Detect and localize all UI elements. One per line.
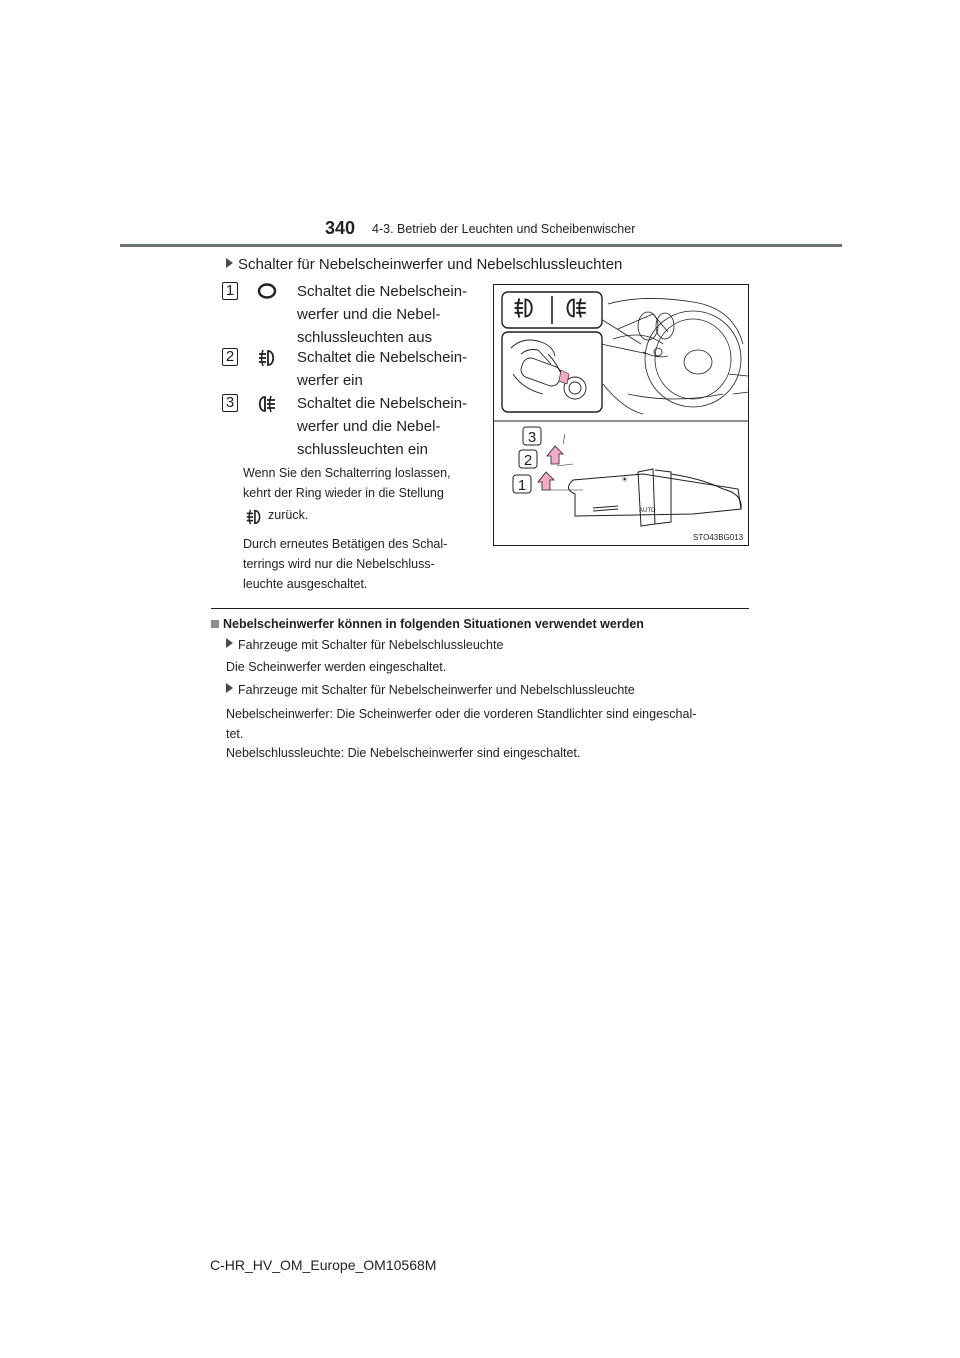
item-line: werfer und die Nebel- [297,306,441,323]
figure-callout-1: 1 [517,477,527,494]
note-return-text: zurück. [268,508,309,522]
rear-fog-lamp-icon [256,394,278,414]
svg-text:☀: ☀ [621,475,629,484]
bullet-vehicle-front-rear-fog: Fahrzeuge mit Schalter für Nebelscheinwerfer und Nebelschlussleuchte [226,683,635,697]
bullet-triangle-icon [226,258,233,268]
item-line: werfer ein [297,372,363,389]
fog-switch-illustration [493,284,749,546]
item-line: werfer und die Nebel- [297,418,441,435]
section-heading: Nebelscheinwerfer können in folgenden Situationen verwendet werden [211,617,644,631]
item-line: Schaltet die Nebelschein- [297,283,468,300]
figure-callout-2: 2 [523,452,533,469]
front-fog-lamp-icon [244,508,264,526]
paragraph: Die Scheinwerfer werden eingeschaltet. [226,660,447,674]
fog-off-icon [256,282,278,300]
item-line: Schaltet die Nebelschein- [297,395,468,412]
figure-code: STO43BG013 [693,533,744,542]
item-line: Schaltet die Nebelschein- [297,349,468,366]
section-rule [211,608,749,609]
bullet-triangle-icon [226,683,233,693]
bullet-square-icon [211,620,219,628]
paragraph: Nebelscheinwerfer: Die Scheinwerfer oder die vorderen Standlichter sind eingeschal- tet. [226,707,697,741]
section-title: 4-3. Betrieb der Leuchten und Scheibenwischer [372,222,636,236]
item-line: schlussleuchten ein [297,441,428,458]
auto-label: AUTO [639,508,656,514]
item-front-fog [222,346,476,392]
item-fog-off [222,280,476,350]
item-line: schlussleuchten aus [297,329,433,346]
callout-number: 3 [222,394,238,412]
bullet-vehicle-rear-fog: Fahrzeuge mit Schalter für Nebelschlussleuchte [226,638,503,652]
note-paragraph: Wenn Sie den Schalterring loslassen, kehrt der Ring wieder in die Stellung [243,466,451,500]
page-number: 340 [325,218,356,238]
paragraph: Nebelschlussleuchte: Die Nebelscheinwerfer sind eingeschaltet. [226,746,581,760]
callout-number: 1 [222,282,238,300]
item-rear-fog [222,392,476,462]
callout-number: 2 [222,348,238,366]
footer-doc-id: C-HR_HV_OM_Europe_OM10568M [210,1257,437,1273]
note-paragraph-2: Durch erneutes Betätigen des Schal- terrings wird nur die Nebelschluss- leuchte ausgeschaltet. [243,537,448,591]
bullet-triangle-icon [226,638,233,648]
subheading: Schalter für Nebelscheinwerfer und Nebelschlussleuchten [226,256,622,273]
figure-callout-3: 3 [527,429,537,446]
header-rule [120,244,842,247]
front-fog-lamp-icon [256,348,278,368]
